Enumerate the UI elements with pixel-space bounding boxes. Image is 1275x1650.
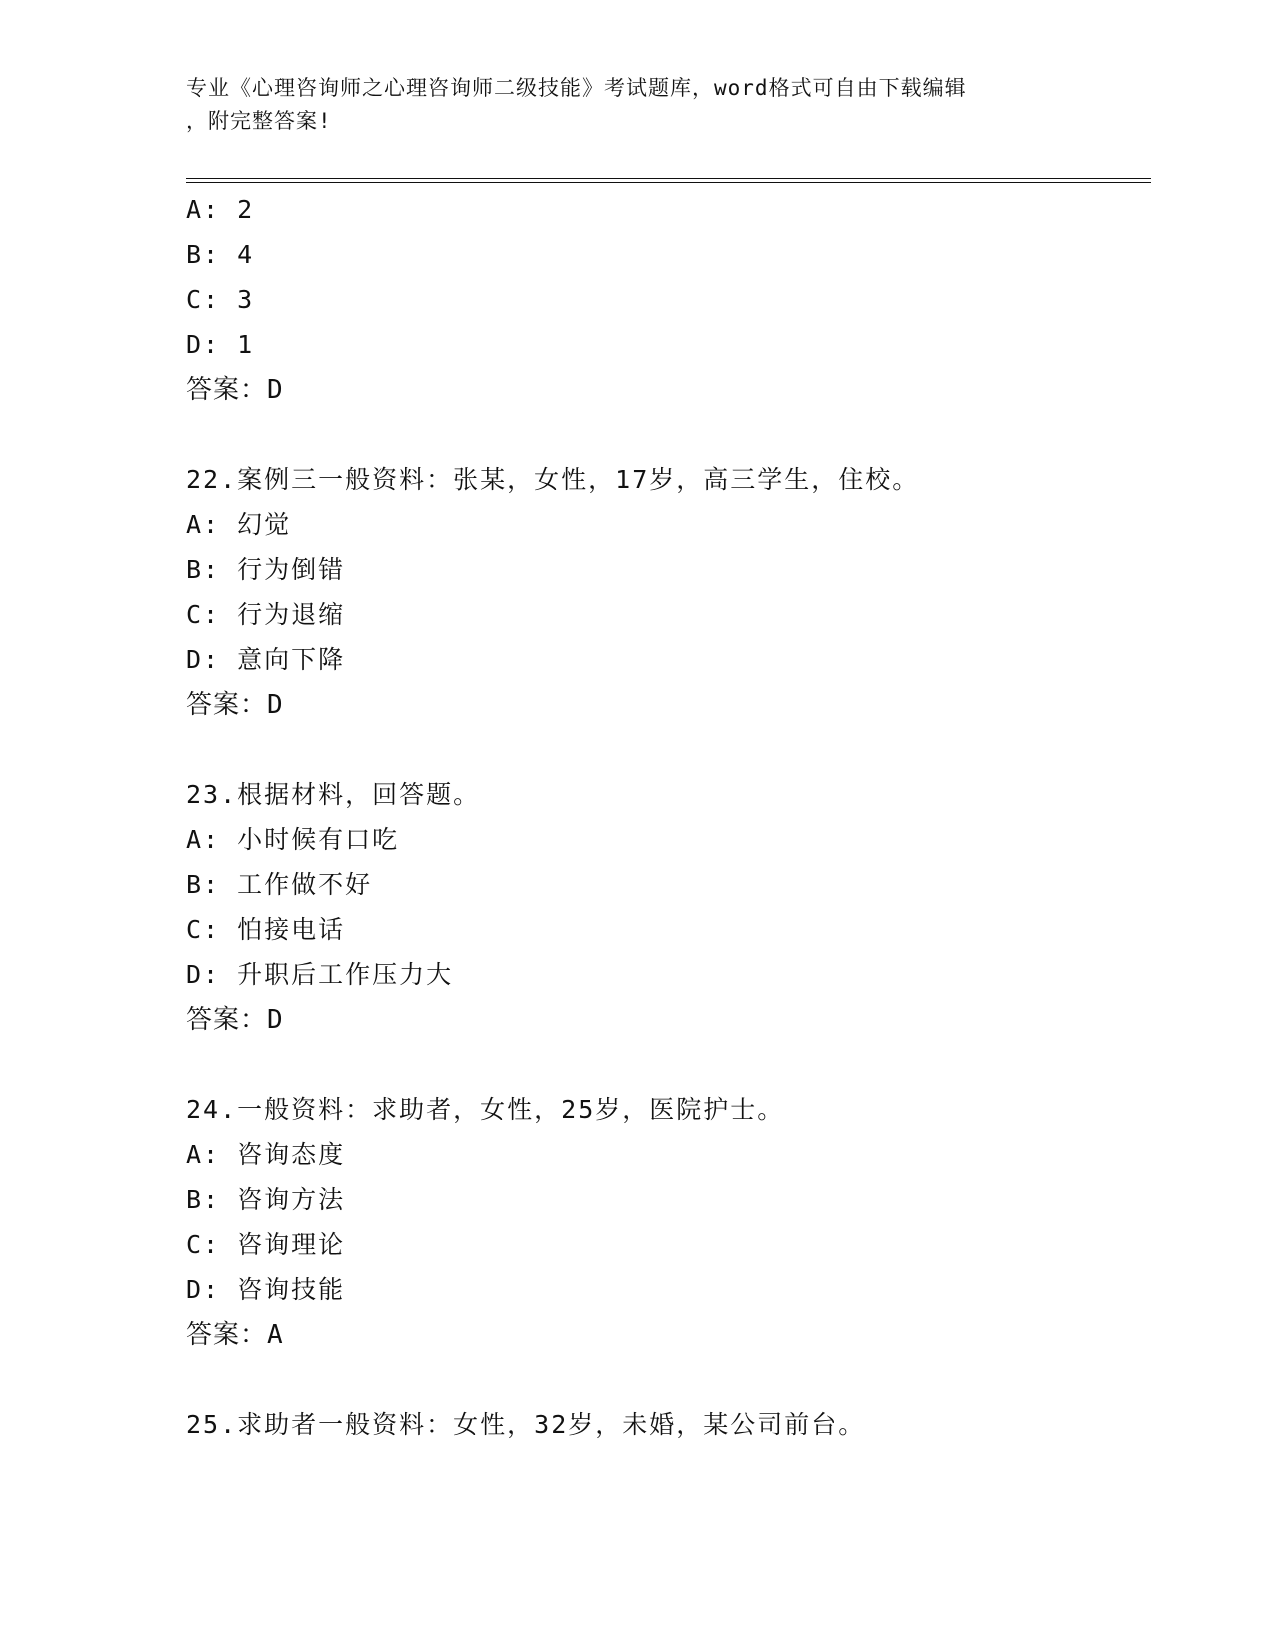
header-title-line-1: 专业《心理咨询师之心理咨询师二级技能》考试题库，word格式可自由下载编辑 xyxy=(186,76,967,100)
header-divider-bottom xyxy=(186,182,1151,183)
question-24-answer: 答案：A xyxy=(186,1320,284,1350)
prev-option-b: B: 4 xyxy=(186,240,255,269)
prev-option-c: C: 3 xyxy=(186,285,255,314)
question-23-option-c: C: 怕接电话 xyxy=(186,915,346,944)
question-24-option-d: D: 咨询技能 xyxy=(186,1275,346,1304)
question-22-option-a: A: 幻觉 xyxy=(186,510,292,539)
question-22-answer: 答案：D xyxy=(186,690,284,720)
header-divider-top xyxy=(186,178,1151,179)
question-25-stem: 25.求助者一般资料：女性，32岁，未婚，某公司前台。 xyxy=(186,1410,866,1439)
question-23-option-a: A: 小时候有口吃 xyxy=(186,825,400,854)
question-24-stem: 24.一般资料：求助者，女性，25岁，医院护士。 xyxy=(186,1095,785,1124)
question-24-option-a: A: 咨询态度 xyxy=(186,1140,346,1169)
question-22-option-c: C: 行为退缩 xyxy=(186,600,346,629)
question-23-stem: 23.根据材料，回答题。 xyxy=(186,780,481,809)
header-title-line-2: ，附完整答案! xyxy=(186,109,332,133)
question-23-answer: 答案：D xyxy=(186,1005,284,1035)
prev-option-d: D: 1 xyxy=(186,330,255,359)
question-24-option-c: C: 咨询理论 xyxy=(186,1230,346,1259)
question-22-stem: 22.案例三一般资料：张某，女性，17岁，高三学生，住校。 xyxy=(186,465,920,494)
document-header xyxy=(186,72,1086,138)
question-23-option-d: D: 升职后工作压力大 xyxy=(186,960,454,989)
prev-answer: 答案：D xyxy=(186,375,284,405)
prev-option-a: A: 2 xyxy=(186,195,255,224)
question-24-option-b: B: 咨询方法 xyxy=(186,1185,346,1214)
question-23-option-b: B: 工作做不好 xyxy=(186,870,373,899)
question-22-option-b: B: 行为倒错 xyxy=(186,555,346,584)
question-22-option-d: D: 意向下降 xyxy=(186,645,346,674)
